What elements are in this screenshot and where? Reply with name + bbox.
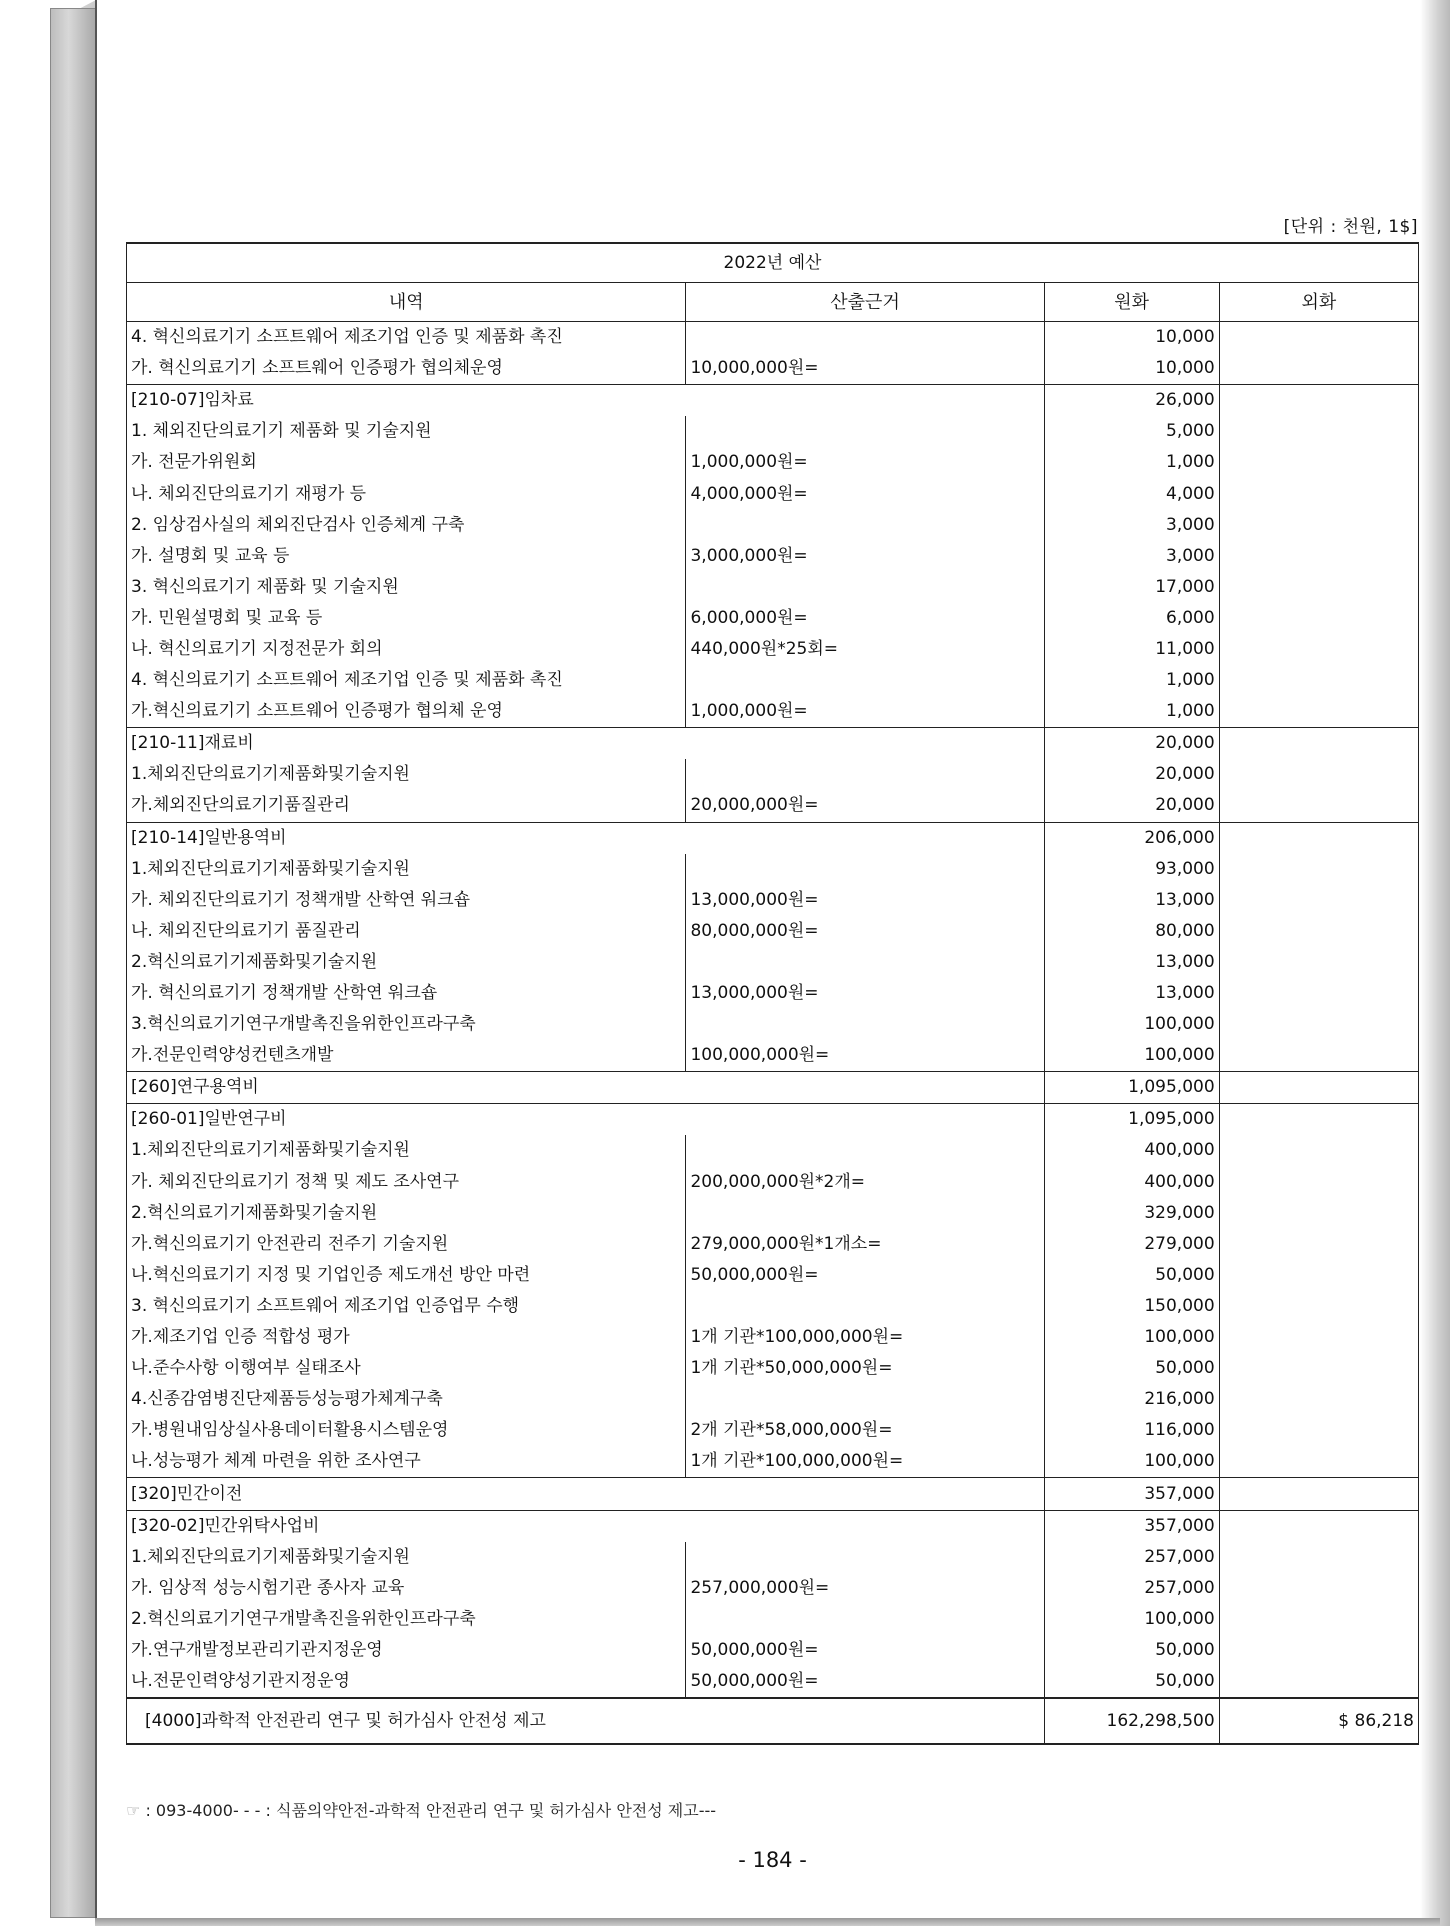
row-basis <box>686 759 1044 790</box>
row-foreign <box>1219 1635 1418 1666</box>
row-foreign <box>1219 916 1418 947</box>
table-row <box>127 978 1419 1009</box>
unit-label: [단위 : 천원, 1$] <box>1283 217 1418 237</box>
row-foreign <box>1219 447 1418 478</box>
row-basis: 13,000,000원= <box>686 978 1044 1009</box>
row-foreign <box>1219 353 1418 385</box>
total-foreign: $ 86,218 <box>1219 1698 1418 1744</box>
row-label: 가.제조기업 인증 적합성 평가 <box>127 1322 686 1353</box>
group-row <box>127 1510 1419 1542</box>
row-foreign <box>1219 1510 1418 1542</box>
row-krw: 10,000 <box>1044 322 1219 354</box>
group-row <box>127 822 1419 854</box>
table-row <box>127 947 1419 978</box>
row-foreign <box>1219 1135 1418 1166</box>
row-basis: 4,000,000원= <box>686 478 1044 509</box>
row-krw: 400,000 <box>1044 1167 1219 1198</box>
row-foreign <box>1219 1353 1418 1384</box>
row-foreign <box>1219 696 1418 728</box>
row-krw: 13,000 <box>1044 978 1219 1009</box>
row-label: 가.혁신의료기기 안전관리 전주기 기술지원 <box>127 1229 686 1260</box>
row-krw: 50,000 <box>1044 1260 1219 1291</box>
row-krw: 100,000 <box>1044 1322 1219 1353</box>
table-row <box>127 665 1419 696</box>
row-krw: 1,000 <box>1044 447 1219 478</box>
group-row <box>127 1104 1419 1136</box>
row-label: 나.성능평가 체계 마련을 위한 조사연구 <box>127 1446 686 1478</box>
row-label: 가. 임상적 성능시험기관 종사자 교육 <box>127 1573 686 1604</box>
header-foreign: 외화 <box>1219 283 1418 322</box>
footnote <box>126 1798 716 1821</box>
row-krw: 10,000 <box>1044 353 1219 385</box>
table-row <box>127 1604 1419 1635</box>
row-basis: 1개 기관*50,000,000원= <box>686 1353 1044 1384</box>
row-label: 2.혁신의료기기제품화및기술지원 <box>127 1198 686 1229</box>
row-basis <box>686 1384 1044 1415</box>
row-krw: 13,000 <box>1044 947 1219 978</box>
row-label: [210-07]임차료 <box>127 385 1045 417</box>
row-krw: 100,000 <box>1044 1009 1219 1040</box>
row-krw: 20,000 <box>1044 728 1219 760</box>
row-krw: 11,000 <box>1044 634 1219 665</box>
row-foreign <box>1219 854 1418 885</box>
row-foreign <box>1219 1072 1418 1104</box>
row-foreign <box>1219 1260 1418 1291</box>
row-krw: 20,000 <box>1044 790 1219 822</box>
row-krw: 3,000 <box>1044 510 1219 541</box>
table-row <box>127 1446 1419 1478</box>
row-foreign <box>1219 541 1418 572</box>
row-basis <box>686 510 1044 541</box>
row-krw: 3,000 <box>1044 541 1219 572</box>
row-foreign <box>1219 1198 1418 1229</box>
table-row <box>127 541 1419 572</box>
table-body <box>127 322 1419 1699</box>
row-foreign <box>1219 1040 1418 1072</box>
row-label: 가. 체외진단의료기기 정책개발 산학연 워크숍 <box>127 885 686 916</box>
row-basis <box>686 1542 1044 1573</box>
row-krw: 357,000 <box>1044 1510 1219 1542</box>
table-row <box>127 322 1419 354</box>
row-foreign <box>1219 759 1418 790</box>
total-krw: 162,298,500 <box>1044 1698 1219 1744</box>
header-krw: 원화 <box>1044 283 1219 322</box>
row-basis: 50,000,000원= <box>686 1666 1044 1698</box>
row-label: 4. 혁신의료기기 소프트웨어 제조기업 인증 및 제품화 촉진 <box>127 322 686 354</box>
row-label: 가.병원내임상실사용데이터활용시스템운영 <box>127 1415 686 1446</box>
row-label: 4.신종감염병진단제품등성능평가체계구축 <box>127 1384 686 1415</box>
row-foreign <box>1219 478 1418 509</box>
row-foreign <box>1219 1384 1418 1415</box>
row-krw: 26,000 <box>1044 385 1219 417</box>
row-basis: 440,000원*25회= <box>686 634 1044 665</box>
row-krw: 6,000 <box>1044 603 1219 634</box>
row-krw: 206,000 <box>1044 822 1219 854</box>
row-krw: 5,000 <box>1044 416 1219 447</box>
row-foreign <box>1219 510 1418 541</box>
row-basis: 10,000,000원= <box>686 353 1044 385</box>
table-title: 2022년 예산 <box>127 243 1419 283</box>
row-krw: 1,095,000 <box>1044 1104 1219 1136</box>
row-label: 나.혁신의료기기 지정 및 기업인증 제도개선 방안 마련 <box>127 1260 686 1291</box>
row-label: 가.혁신의료기기 소프트웨어 인증평가 협의체 운영 <box>127 696 686 728</box>
row-krw: 1,095,000 <box>1044 1072 1219 1104</box>
table-row <box>127 1635 1419 1666</box>
table-row <box>127 696 1419 728</box>
row-foreign <box>1219 1573 1418 1604</box>
row-basis: 2개 기관*58,000,000원= <box>686 1415 1044 1446</box>
row-krw: 216,000 <box>1044 1384 1219 1415</box>
row-label: 나. 체외진단의료기기 품질관리 <box>127 916 686 947</box>
row-basis: 13,000,000원= <box>686 885 1044 916</box>
row-foreign <box>1219 1229 1418 1260</box>
row-krw: 257,000 <box>1044 1542 1219 1573</box>
row-label: 2. 임상검사실의 체외진단검사 인증체계 구축 <box>127 510 686 541</box>
table-title-row <box>127 243 1419 283</box>
row-krw: 400,000 <box>1044 1135 1219 1166</box>
row-basis <box>686 1604 1044 1635</box>
row-label: 가. 설명회 및 교육 등 <box>127 541 686 572</box>
table-row <box>127 1167 1419 1198</box>
row-label: 가. 민원설명회 및 교육 등 <box>127 603 686 634</box>
row-label: 2.혁신의료기기제품화및기술지원 <box>127 947 686 978</box>
row-foreign <box>1219 885 1418 916</box>
table-row <box>127 1542 1419 1573</box>
row-basis: 200,000,000원*2개= <box>686 1167 1044 1198</box>
binder-spine <box>50 8 96 1918</box>
row-foreign <box>1219 1009 1418 1040</box>
table-row <box>127 1260 1419 1291</box>
row-krw: 1,000 <box>1044 665 1219 696</box>
table-row <box>127 1322 1419 1353</box>
row-basis: 257,000,000원= <box>686 1573 1044 1604</box>
row-foreign <box>1219 322 1418 354</box>
row-basis <box>686 665 1044 696</box>
row-foreign <box>1219 728 1418 760</box>
row-basis: 20,000,000원= <box>686 790 1044 822</box>
row-krw: 329,000 <box>1044 1198 1219 1229</box>
row-foreign <box>1219 790 1418 822</box>
row-label: 3.혁신의료기기연구개발촉진을위한인프라구축 <box>127 1009 686 1040</box>
table-row <box>127 1291 1419 1322</box>
row-label: [320]민간이전 <box>127 1478 1045 1510</box>
row-basis: 1,000,000원= <box>686 696 1044 728</box>
table-row <box>127 416 1419 447</box>
row-label: 3. 혁신의료기기 소프트웨어 제조기업 인증업무 수행 <box>127 1291 686 1322</box>
row-basis <box>686 1291 1044 1322</box>
row-foreign <box>1219 1322 1418 1353</box>
row-basis <box>686 1198 1044 1229</box>
table-row <box>127 1229 1419 1260</box>
row-krw: 100,000 <box>1044 1604 1219 1635</box>
row-krw: 50,000 <box>1044 1635 1219 1666</box>
row-label: [260-01]일반연구비 <box>127 1104 1045 1136</box>
table-row <box>127 447 1419 478</box>
row-label: 가.연구개발정보관리기관지정운영 <box>127 1635 686 1666</box>
table-row <box>127 1573 1419 1604</box>
row-basis: 1개 기관*100,000,000원= <box>686 1446 1044 1478</box>
row-krw: 279,000 <box>1044 1229 1219 1260</box>
row-label: 가. 혁신의료기기 정책개발 산학연 워크숍 <box>127 978 686 1009</box>
row-foreign <box>1219 947 1418 978</box>
table-row <box>127 1009 1419 1040</box>
row-foreign <box>1219 1542 1418 1573</box>
row-basis <box>686 1135 1044 1166</box>
group-row <box>127 728 1419 760</box>
row-krw: 50,000 <box>1044 1666 1219 1698</box>
row-foreign <box>1219 416 1418 447</box>
group-row <box>127 385 1419 417</box>
row-krw: 80,000 <box>1044 916 1219 947</box>
row-krw: 20,000 <box>1044 759 1219 790</box>
row-basis <box>686 854 1044 885</box>
row-basis: 80,000,000원= <box>686 916 1044 947</box>
row-label: 1.체외진단의료기기제품화및기술지원 <box>127 854 686 885</box>
table-row <box>127 510 1419 541</box>
group-row <box>127 1072 1419 1104</box>
row-label: 3. 혁신의료기기 제품화 및 기술지원 <box>127 572 686 603</box>
row-foreign <box>1219 1666 1418 1698</box>
row-krw: 93,000 <box>1044 854 1219 885</box>
row-basis: 50,000,000원= <box>686 1635 1044 1666</box>
row-label: 나.전문인력양성기관지정운영 <box>127 1666 686 1698</box>
row-basis: 100,000,000원= <box>686 1040 1044 1072</box>
row-label: 가. 체외진단의료기기 정책 및 제도 조사연구 <box>127 1167 686 1198</box>
row-label: [320-02]민간위탁사업비 <box>127 1510 1045 1542</box>
row-label: [210-11]재료비 <box>127 728 1045 760</box>
row-basis <box>686 947 1044 978</box>
table-row <box>127 854 1419 885</box>
table-row <box>127 1135 1419 1166</box>
page-shadow-bottom <box>95 1918 1440 1926</box>
row-label: 나. 체외진단의료기기 재평가 등 <box>127 478 686 509</box>
table-row <box>127 603 1419 634</box>
row-foreign <box>1219 1104 1418 1136</box>
row-label: 가. 혁신의료기기 소프트웨어 인증평가 협의체운영 <box>127 353 686 385</box>
table-row <box>127 916 1419 947</box>
row-krw: 150,000 <box>1044 1291 1219 1322</box>
row-krw: 357,000 <box>1044 1478 1219 1510</box>
row-basis <box>686 572 1044 603</box>
row-label: 나. 혁신의료기기 지정전문가 회의 <box>127 634 686 665</box>
row-krw: 50,000 <box>1044 1353 1219 1384</box>
row-label: [210-14]일반용역비 <box>127 822 1045 854</box>
table-row <box>127 478 1419 509</box>
row-label: 1.체외진단의료기기제품화및기술지원 <box>127 1135 686 1166</box>
row-foreign <box>1219 1478 1418 1510</box>
table-row <box>127 572 1419 603</box>
table-row <box>127 1666 1419 1698</box>
row-krw: 4,000 <box>1044 478 1219 509</box>
row-foreign <box>1219 1446 1418 1478</box>
header-basis: 산출근거 <box>686 283 1044 322</box>
row-foreign <box>1219 822 1418 854</box>
row-basis <box>686 322 1044 354</box>
table-header-row <box>127 283 1419 322</box>
row-basis: 6,000,000원= <box>686 603 1044 634</box>
row-basis: 3,000,000원= <box>686 541 1044 572</box>
row-foreign <box>1219 978 1418 1009</box>
row-foreign <box>1219 385 1418 417</box>
row-label: [260]연구용역비 <box>127 1072 1045 1104</box>
row-foreign <box>1219 1415 1418 1446</box>
table-row <box>127 790 1419 822</box>
row-krw: 100,000 <box>1044 1446 1219 1478</box>
row-foreign <box>1219 1604 1418 1635</box>
footnote-text: : 093-4000- - - : 식품의약안전-과학적 안전관리 연구 및 허가심사 안전성 제고--- <box>145 1801 717 1820</box>
row-krw: 17,000 <box>1044 572 1219 603</box>
pointing-hand-icon: ☞ <box>126 1801 141 1820</box>
row-label: 1.체외진단의료기기제품화및기술지원 <box>127 1542 686 1573</box>
row-krw: 257,000 <box>1044 1573 1219 1604</box>
row-foreign <box>1219 634 1418 665</box>
row-label: 가.전문인력양성컨텐츠개발 <box>127 1040 686 1072</box>
page-number: - 184 - <box>738 1848 807 1872</box>
table-row <box>127 759 1419 790</box>
budget-table <box>126 242 1419 1745</box>
table-row <box>127 353 1419 385</box>
total-label: [4000]과학적 안전관리 연구 및 허가심사 안전성 제고 <box>127 1698 1045 1744</box>
row-label: 4. 혁신의료기기 소프트웨어 제조기업 인증 및 제품화 촉진 <box>127 665 686 696</box>
table-row <box>127 1384 1419 1415</box>
row-krw: 100,000 <box>1044 1040 1219 1072</box>
row-label: 가. 전문가위원회 <box>127 447 686 478</box>
table-row <box>127 634 1419 665</box>
row-label: 1. 체외진단의료기기 제품화 및 기술지원 <box>127 416 686 447</box>
row-label: 나.준수사항 이행여부 실태조사 <box>127 1353 686 1384</box>
row-foreign <box>1219 665 1418 696</box>
table-row <box>127 1353 1419 1384</box>
table-row <box>127 1415 1419 1446</box>
row-basis: 50,000,000원= <box>686 1260 1044 1291</box>
row-basis: 1,000,000원= <box>686 447 1044 478</box>
page-shadow-right <box>1420 0 1450 1926</box>
row-foreign <box>1219 572 1418 603</box>
row-foreign <box>1219 1291 1418 1322</box>
table-row <box>127 885 1419 916</box>
table-row <box>127 1040 1419 1072</box>
header-description: 내역 <box>127 283 686 322</box>
row-basis: 1개 기관*100,000,000원= <box>686 1322 1044 1353</box>
row-krw: 116,000 <box>1044 1415 1219 1446</box>
row-krw: 13,000 <box>1044 885 1219 916</box>
row-basis <box>686 416 1044 447</box>
row-basis <box>686 1009 1044 1040</box>
total-row <box>127 1698 1419 1744</box>
row-label: 1.체외진단의료기기제품화및기술지원 <box>127 759 686 790</box>
group-row <box>127 1478 1419 1510</box>
row-label: 가.체외진단의료기기품질관리 <box>127 790 686 822</box>
row-krw: 1,000 <box>1044 696 1219 728</box>
table-row <box>127 1198 1419 1229</box>
row-foreign <box>1219 1167 1418 1198</box>
row-basis: 279,000,000원*1개소= <box>686 1229 1044 1260</box>
row-foreign <box>1219 603 1418 634</box>
row-label: 2.혁신의료기기연구개발촉진을위한인프라구축 <box>127 1604 686 1635</box>
